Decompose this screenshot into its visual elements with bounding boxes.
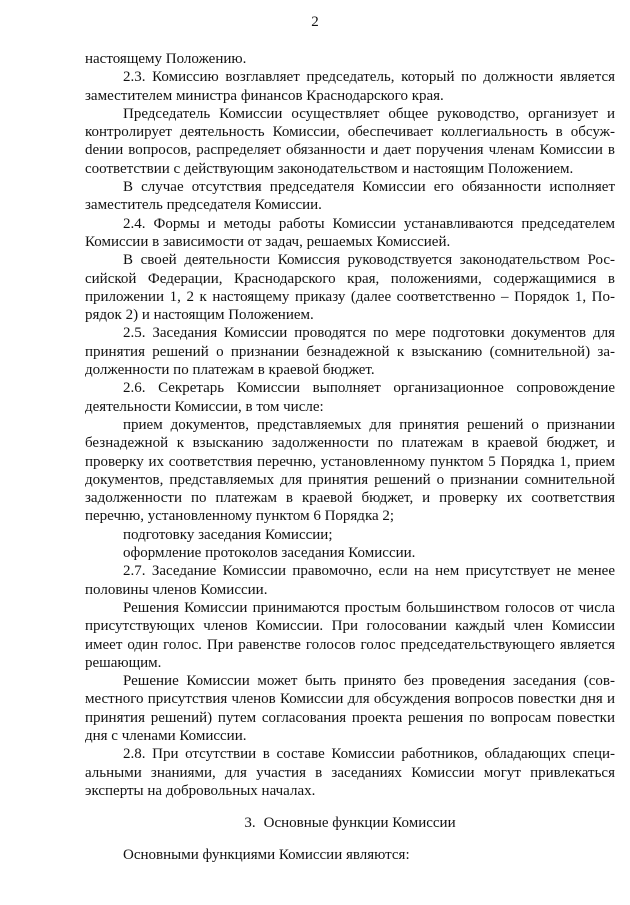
paragraph: 2.5. Заседания Комиссии проводятся по мере подготовки документов для принятия решений о признании безнадежной к взысканию (сомнительной) задолженности по платежам в краевой бюджет. xyxy=(85,325,615,379)
paragraph: 2.4. Формы и методы работы Комиссии устанавливаются председателем Комиссии в зависимости от задач, решаемых Комиссией. xyxy=(85,215,615,250)
spacer xyxy=(85,800,615,814)
section-heading xyxy=(85,814,615,832)
paragraph: 2.8. При отсутствии в составе Комиссии работников, обладающих специальными знаниями, для участия в заседаниях Комиссии могут привлекаться эксперты на добровольных началах. xyxy=(85,746,615,799)
paragraph: 2.3. Комиссию возглавляет председатель, который по должности является заместителем министра финансов Краснодарского края. xyxy=(85,69,615,104)
paragraph: подготовку заседания Комиссии; xyxy=(123,526,333,543)
spacer xyxy=(85,832,615,846)
paragraph: Председатель Комиссии осуществляет общее руководство, организует и контролирует деятельность Комиссии, обеспечивает коллегиальность в обсужdении вопросов, распределяет обязанности и дает поручения членам Комиссии в соответствии с действующим законодательством и настоящим Положением. xyxy=(85,105,615,177)
paragraph: настоящему Положению. xyxy=(85,51,247,67)
paragraph: В случае отсутствия председателя Комиссии его обязанности исполняет заместитель председателя Комиссии. xyxy=(85,179,615,214)
paragraph: оформление протоколов заседания Комиссии. xyxy=(123,545,416,562)
page-number: 2 xyxy=(311,14,319,30)
paragraph: Решение Комиссии может быть принято без проведения заседания (совместного присутствия членов Комиссии для обсуждения вопросов повестки дня и принятия решений) путем согласования проекта решения по вопросам повестки дня с членами Комиссии. xyxy=(85,673,615,744)
paragraph: 2.6. Секретарь Комиссии выполняет организационное сопровождение деятельности Комиссии, в том числе: xyxy=(85,380,615,415)
section-number: 3. xyxy=(244,815,256,832)
paragraph: В своей деятельности Комиссия руководствуется законодательством Российской Федерации, Краснодарского края, положениями, содержащимися в приложении 1, 2 к настоящему приказу (далее соответственно – Порядок 1, Порядок 2) и настоящим Положением. xyxy=(85,252,615,324)
section-title: Основные функции Комиссии xyxy=(263,815,456,832)
paragraph: Решения Комиссии принимаются простым большинством голосов от числа присутствующих членов Комиссии. При голосовании каждый член Комиссии имеет один голос. При равенстве голосов голос председательствующего является решающим. xyxy=(85,599,615,671)
paragraph: прием документов, представляемых для принятия решений о признании безнадежной к взысканию задолженности по платежам в краевой бюджет, и проверку их соответствия перечню, установленному пунктом 5 Порядка 1, прием документов, представляемых для принятия решений о признании сомнительной задолженности по платежам в краевой бюджет, и проверку их соответствия перечню, установленному пунктом 6 Порядка 2; xyxy=(85,416,615,525)
document-body xyxy=(85,50,615,865)
closing-paragraph: Основными функциями Комиссии являются: xyxy=(123,847,410,864)
paragraph: 2.7. Заседание Комиссии правомочно, если на нем присутствует не менее половины членов Комиссии. xyxy=(85,563,615,598)
